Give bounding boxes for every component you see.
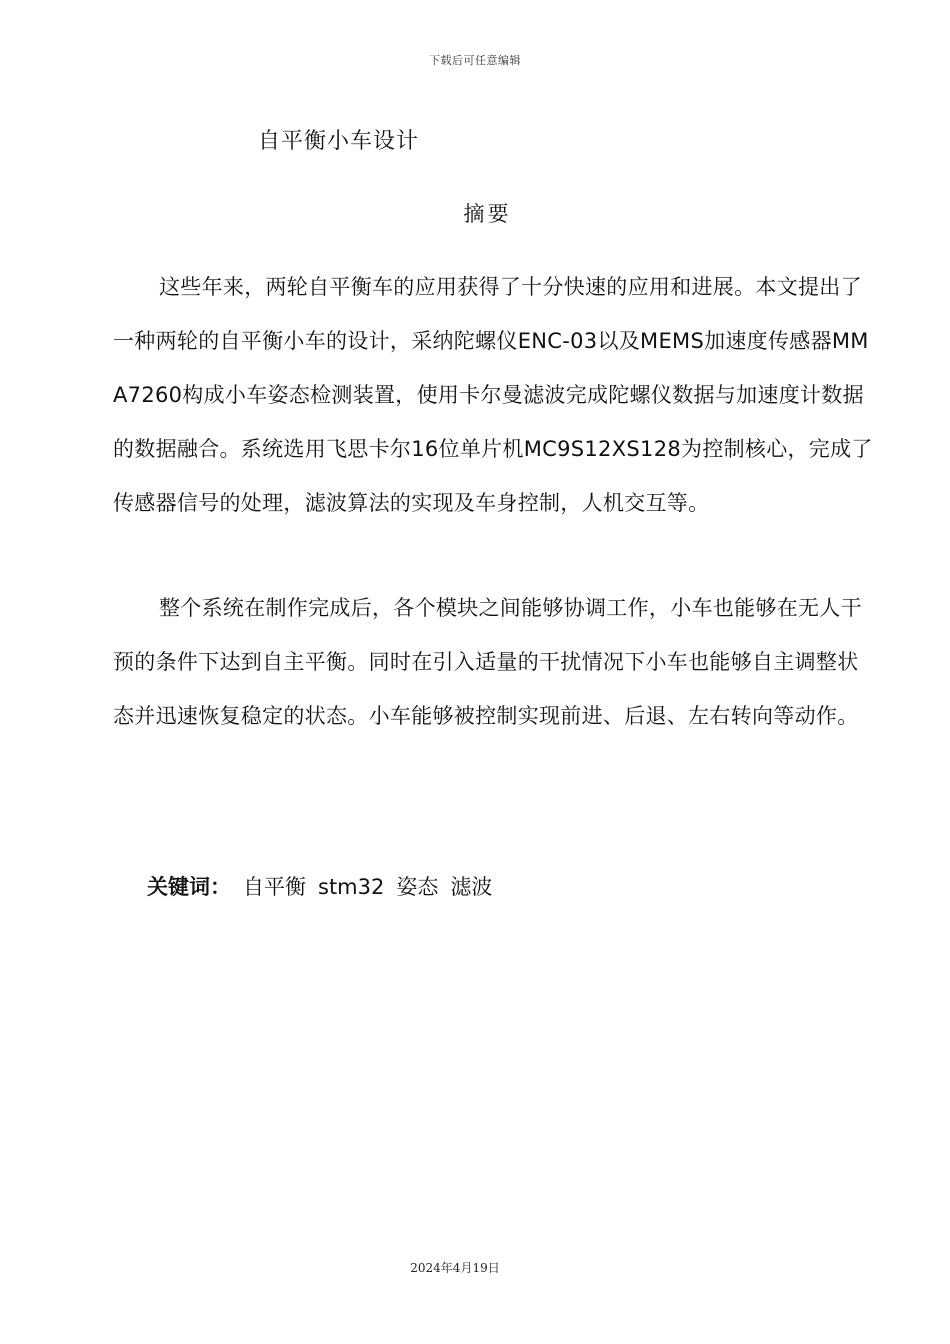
footer-date: 2024年4月19日 <box>410 1261 500 1275</box>
keywords-line <box>147 871 492 901</box>
abstract-paragraph-1: 这些年来，两轮自平衡车的应用获得了十分快速的应用和进展。本文提出了一种两轮的自平衡小车的设计，采纳陀螺仪ENC-03以及MEMS加速度传感器MMA7260构成小车姿态检测装置，使用卡尔曼滤波完成陀螺仪数据与加速度计数据的数据融合。系统选用飞思卡尔16位单片机MC9S12XS128为控制核心，完成了传感器信号的处理，滤波算法的实现及车身控制，人机交互等。 <box>113 275 873 515</box>
document-title: 自平衡小车设计 <box>258 129 420 154</box>
abstract-paragraph-2: 整个系统在制作完成后，各个模块之间能够协调工作，小车也能够在无人干预的条件下达到自主平衡。同时在引入适量的干扰情况下小车也能够自主调整状态并迅速恢复稳定的状态。小车能够被控制实现前进、后退、左右转向等动作。 <box>113 596 862 728</box>
keyword-item: 姿态 <box>396 875 439 899</box>
abstract-heading: 摘要 <box>463 202 512 226</box>
keyword-item: 滤波 <box>450 875 493 899</box>
header-note: 下载后可任意编辑 <box>429 54 521 67</box>
keyword-item: 自平衡 <box>243 875 306 899</box>
keywords-label: 关键词： <box>147 875 231 899</box>
keyword-item: stm32 <box>318 875 385 899</box>
